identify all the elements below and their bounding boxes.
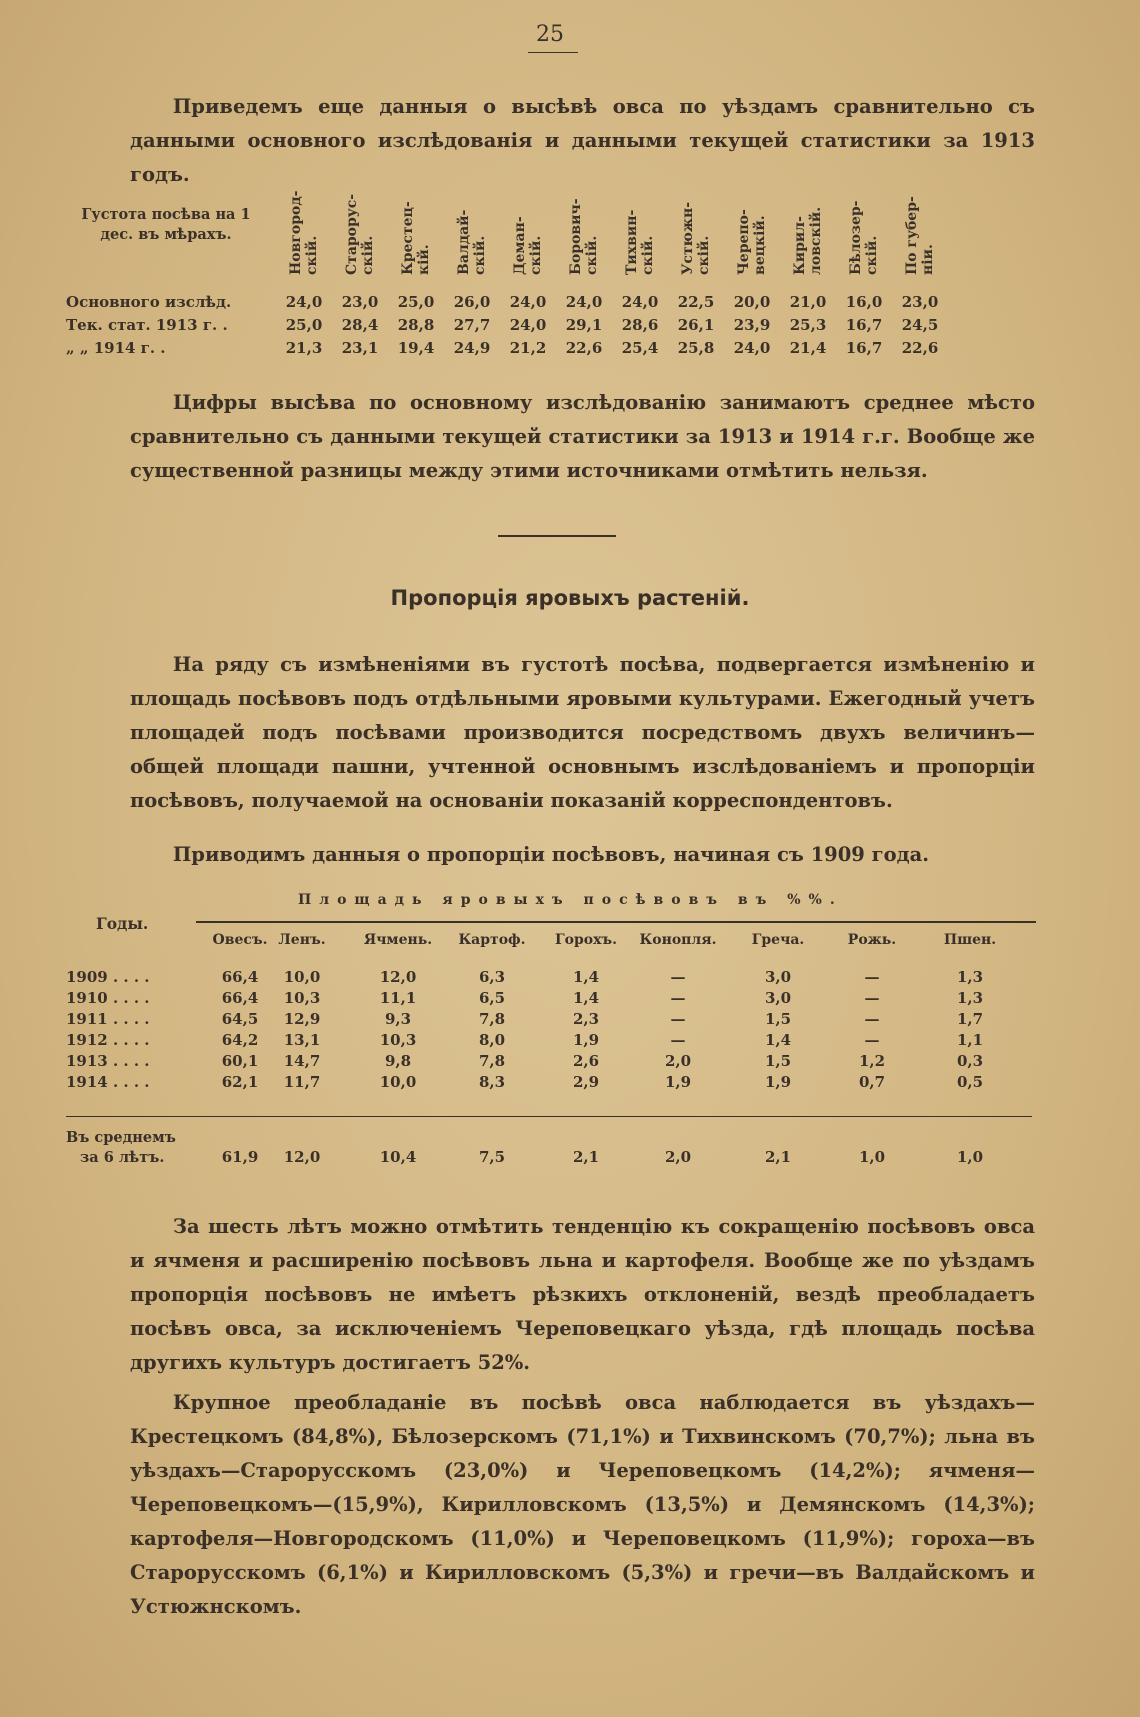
table2-cell: 10,0 — [379, 1073, 417, 1091]
table1-column-header — [556, 170, 604, 275]
table2-column-header: Рожь. — [847, 932, 897, 948]
table1-row-label: „ „ 1914 г. . — [66, 339, 166, 357]
table2-header-rule — [196, 921, 1036, 923]
table1-cell: 21,3 — [285, 339, 323, 357]
table2-column-header: Пшен. — [943, 932, 997, 948]
table2-cell: 8,0 — [478, 1031, 506, 1049]
table1-column-header — [668, 170, 716, 275]
table2-cell: 0,5 — [956, 1073, 984, 1091]
table2-cell: 0,7 — [858, 1073, 886, 1091]
table1-column-header — [444, 170, 492, 275]
paragraph-4 — [130, 838, 1035, 872]
table1-cell: 23,0 — [341, 293, 379, 311]
table2-cell: 1,2 — [858, 1052, 886, 1070]
table2-cell: 12,9 — [283, 1010, 321, 1028]
table2-average-cell: 2,0 — [664, 1148, 692, 1166]
table2-column-header: Ленъ. — [278, 932, 326, 948]
paragraph-6 — [130, 1386, 1035, 1624]
table1-column-header — [892, 170, 940, 275]
table2-cell: 66,4 — [221, 989, 259, 1007]
table1-column-header-text: Борович- скій. — [568, 198, 600, 275]
table1-cell: 27,7 — [453, 316, 491, 334]
table1-cell: 23,1 — [341, 339, 379, 357]
table2-cell: 10,0 — [283, 968, 321, 986]
table2-cell: 13,1 — [283, 1031, 321, 1049]
table2-super-header: Площадь яровыхъ посѣвовъ въ %%. — [298, 892, 843, 908]
table2-row-label: 1909 . . . . — [66, 968, 150, 986]
table2-cell: 1,5 — [764, 1010, 792, 1028]
table1-column-header — [780, 170, 828, 275]
table1-cell: 24,0 — [509, 316, 547, 334]
table2-cell: 2,6 — [572, 1052, 600, 1070]
table2-average-cell: 10,4 — [379, 1148, 417, 1166]
table1-cell: 25,0 — [285, 316, 323, 334]
section-divider — [498, 535, 616, 537]
table1-cell: 25,3 — [789, 316, 827, 334]
table2-cell: 3,0 — [764, 968, 792, 986]
table1-cell: 22,5 — [677, 293, 715, 311]
table2-years-label: Годы. — [96, 914, 149, 933]
table2-cell: — — [670, 1010, 686, 1028]
table1-cell: 22,6 — [565, 339, 603, 357]
table1-column-header-text: Черепо- вецкій. — [736, 209, 768, 275]
table2-cell: 6,5 — [478, 989, 506, 1007]
table2-cell: 0,3 — [956, 1052, 984, 1070]
table1-cell: 25,4 — [621, 339, 659, 357]
table1-column-header-text: Деман- скій. — [512, 216, 544, 275]
table1-column-header-text: Бѣлозер- скій. — [848, 200, 880, 275]
table2-row-label: 1911 . . . . — [66, 1010, 150, 1028]
table2-row — [66, 1073, 1046, 1093]
table1-row — [66, 316, 1056, 338]
table2-cell: 9,8 — [384, 1052, 412, 1070]
table2-cell: 2,9 — [572, 1073, 600, 1091]
table2-cell: 66,4 — [221, 968, 259, 986]
table2-cell: 1,9 — [764, 1073, 792, 1091]
table2-cell: 1,3 — [956, 989, 984, 1007]
table2-cell: 1,3 — [956, 968, 984, 986]
table1-row — [66, 293, 1056, 315]
table1-column-header — [276, 170, 324, 275]
table1-cell: 19,4 — [397, 339, 435, 357]
table1-cell: 26,1 — [677, 316, 715, 334]
table1-row-label: Основного изслѣд. — [66, 293, 232, 311]
table2-column-header: Греча. — [751, 932, 805, 948]
table2-cell: 1,5 — [764, 1052, 792, 1070]
table2-footer-rule — [66, 1116, 1032, 1117]
table2-row — [66, 989, 1046, 1009]
table2-row-label: 1914 . . . . — [66, 1073, 150, 1091]
table2-column-header: Овесъ. — [212, 932, 268, 948]
paragraph-5-text: За шесть лѣтъ можно отмѣтить тенденцію къ сокращенію посѣвовъ овса и ячменя и расширенію посѣвовъ льна и картофеля. Вообще же по уѣздамъ пропорція посѣвовъ не имѣетъ рѣзкихъ отклоненій, вездѣ преобладаетъ посѣвъ овса, за исключеніемъ Череповецкаго уѣзда, гдѣ площадь посѣва другихъ культуръ достигаетъ 52%. — [130, 1215, 1035, 1374]
table2-cell: 1,9 — [664, 1073, 692, 1091]
table2-cell: — — [670, 968, 686, 986]
table1-cell: 24,0 — [509, 293, 547, 311]
table1-cell: 26,0 — [453, 293, 491, 311]
table2-cell: 2,0 — [664, 1052, 692, 1070]
table2-cell: 12,0 — [379, 968, 417, 986]
table2-cell: — — [670, 1031, 686, 1049]
table2-cell: 62,1 — [221, 1073, 259, 1091]
table1-column-header-text: Новгород- скій. — [288, 190, 320, 275]
paragraph-2 — [130, 386, 1035, 488]
table1-column-header-text: Крестец- кій. — [400, 201, 432, 275]
table1-cell: 24,0 — [565, 293, 603, 311]
table2-average-cell: 12,0 — [283, 1148, 321, 1166]
table1-column-header — [500, 170, 548, 275]
table2-cell: 10,3 — [283, 989, 321, 1007]
table2-cell: 8,3 — [478, 1073, 506, 1091]
table1-cell: 25,8 — [677, 339, 715, 357]
table1-cell: 23,9 — [733, 316, 771, 334]
table1-column-header-text: Устюжн- скій. — [680, 201, 712, 275]
table1-row-label: Тек. стат. 1913 г. . — [66, 316, 228, 334]
table2-cell: 14,7 — [283, 1052, 321, 1070]
table2-average-label-line2: за 6 лѣтъ. — [80, 1149, 165, 1166]
table1-column-header — [836, 170, 884, 275]
table1-column-header-text: Кирил- ловскій. — [792, 206, 824, 275]
table1-cell: 28,6 — [621, 316, 659, 334]
table2-cell: — — [670, 989, 686, 1007]
table2-row — [66, 1031, 1046, 1051]
table2-row-label: 1912 . . . . — [66, 1031, 150, 1049]
table2-column-header: Горохъ. — [554, 932, 618, 948]
table1-cell: 16,0 — [845, 293, 883, 311]
table2-column-header: Ячмень. — [363, 932, 433, 948]
table2-cell: 3,0 — [764, 989, 792, 1007]
intro-text: Приведемъ еще данныя о высѣвѣ овса по уѣздамъ сравнительно съ данными основного изслѣдованія и данными текущей статистики за 1913 годъ. — [130, 95, 1035, 186]
section-heading: Пропорція яровыхъ растеній. — [390, 586, 750, 610]
table2-average-cell: 7,5 — [478, 1148, 506, 1166]
paragraph-2-text: Цифры высѣва по основному изслѣдованію занимаютъ среднее мѣсто сравнительно съ данными текущей статистики за 1913 и 1914 г.г. Вообще же существенной разницы между этими источниками отмѣтить нельзя. — [130, 391, 1035, 482]
table2-row-label: 1910 . . . . — [66, 989, 150, 1007]
page-number: 25 — [536, 22, 564, 47]
table2-cell: 7,8 — [478, 1010, 506, 1028]
table1-cell: 24,0 — [733, 339, 771, 357]
table2-average-cell: 1,0 — [956, 1148, 984, 1166]
table2-cell: 11,7 — [283, 1073, 321, 1091]
table2-row — [66, 1010, 1046, 1030]
table2-column-header: Конопля. — [639, 932, 717, 948]
table1-cell: 16,7 — [845, 316, 883, 334]
table2-cell: 11,1 — [379, 989, 417, 1007]
table2-cell: 1,4 — [572, 989, 600, 1007]
table1-column-header — [388, 170, 436, 275]
table2-cell: 10,3 — [379, 1031, 417, 1049]
paragraph-5 — [130, 1210, 1035, 1380]
table2-cell: 60,1 — [221, 1052, 259, 1070]
table2-cell: 7,8 — [478, 1052, 506, 1070]
table1-cell: 21,2 — [509, 339, 547, 357]
table2-average-values — [66, 1148, 1046, 1168]
table1-cell: 28,4 — [341, 316, 379, 334]
table1-cell: 21,4 — [789, 339, 827, 357]
table1-cell: 29,1 — [565, 316, 603, 334]
table1-column-header — [332, 170, 380, 275]
table2-cell: 9,3 — [384, 1010, 412, 1028]
table1-cell: 25,0 — [397, 293, 435, 311]
table2-cell: — — [864, 989, 880, 1007]
paragraph-6-text: Крупное преобладаніе въ посѣвѣ овса наблюдается въ уѣздахъ—Крестецкомъ (84,8%), Бѣлозерскомъ (71,1%) и Тихвинскомъ (70,7%); льна въ уѣздахъ—Старорусскомъ (23,0%) и Череповецкомъ (14,2%); ячменя—Череповецкомъ—(15,9%), Кирилловскомъ (13,5%) и Демянскомъ (14,3%); картофеля—Новгородскомъ (11,0%) и Череповецкомъ (11,9%); гороха—въ Старорусскомъ (6,1%) и Кирилловскомъ (5,3%) и гречи—въ Валдайскомъ и Устюжнскомъ. — [130, 1391, 1035, 1618]
table1-cell: 20,0 — [733, 293, 771, 311]
table1-cell: 28,8 — [397, 316, 435, 334]
table2-average-cell: 2,1 — [764, 1148, 792, 1166]
table1-column-header-text: Тихвин- скій. — [624, 209, 656, 275]
table2-row — [66, 1052, 1046, 1072]
table1-cell: 21,0 — [789, 293, 827, 311]
table2-cell: 1,4 — [572, 968, 600, 986]
table2-cell: — — [864, 1010, 880, 1028]
table2-row — [66, 968, 1046, 988]
table1-column-header-text: Валдай- скій. — [456, 209, 488, 275]
table2-cell: 6,3 — [478, 968, 506, 986]
table1-column-header-text: По губер- ніи. — [904, 196, 936, 275]
table1-cell: 16,7 — [845, 339, 883, 357]
table1-cell: 24,5 — [901, 316, 939, 334]
table2-cell: — — [864, 968, 880, 986]
paragraph-3-text: На ряду съ измѣненіями въ густотѣ посѣва, подвергается измѣненію и площадь посѣвовъ подъ отдѣльными яровыми культурами. Ежегодный учетъ площадей подъ посѣвами производится посредствомъ двухъ величинъ—общей площади пашни, учтенной основнымъ изслѣдованіемъ и пропорціи посѣвовъ, получаемой на основаніи показаній корреспондентовъ. — [130, 653, 1035, 812]
paragraph-3 — [130, 648, 1035, 818]
table2-cell: 2,3 — [572, 1010, 600, 1028]
table2-row-label: 1913 . . . . — [66, 1052, 150, 1070]
table1-row-header: Густота посѣва на 1 дес. въ мѣрахъ. — [81, 206, 251, 243]
table1-cell: 24,0 — [621, 293, 659, 311]
table2-cell: 64,2 — [221, 1031, 259, 1049]
page-number-underline — [528, 52, 578, 53]
table2-cell: — — [864, 1031, 880, 1049]
table2-average-cell: 2,1 — [572, 1148, 600, 1166]
table1-cell: 24,0 — [285, 293, 323, 311]
table2-cell: 1,1 — [956, 1031, 984, 1049]
table2-average-label-line1: Въ среднемъ — [66, 1129, 176, 1146]
table2-cell: 1,4 — [764, 1031, 792, 1049]
table2-average-cell: 1,0 — [858, 1148, 886, 1166]
table1-cell: 22,6 — [901, 339, 939, 357]
table1-cell: 24,9 — [453, 339, 491, 357]
table1-cell: 23,0 — [901, 293, 939, 311]
table2-column-header: Картоф. — [458, 932, 526, 948]
table1-row — [66, 339, 1056, 361]
table2-cell: 1,7 — [956, 1010, 984, 1028]
table1-column-header — [612, 170, 660, 275]
paragraph-4-text: Приводимъ данныя о пропорціи посѣвовъ, начиная съ 1909 года. — [172, 843, 930, 866]
table1-column-header-text: Старорус- скій. — [344, 193, 376, 275]
table2-average-cell: 61,9 — [221, 1148, 259, 1166]
table1-column-header — [724, 170, 772, 275]
table2-cell: 64,5 — [221, 1010, 259, 1028]
table2-cell: 1,9 — [572, 1031, 600, 1049]
